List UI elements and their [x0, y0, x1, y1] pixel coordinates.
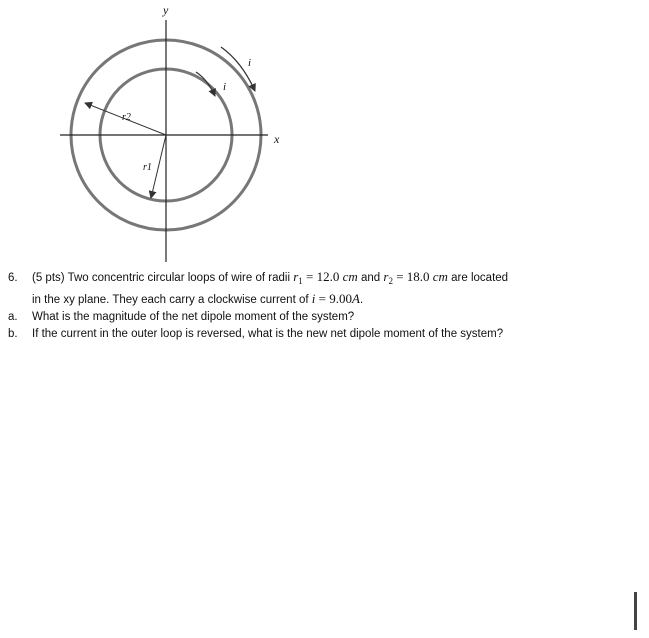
outer-current-label: i: [248, 57, 252, 69]
problem-intro: (5 pts) Two concentric circular loops of wire of radii: [32, 272, 290, 284]
problem-6: [8, 268, 608, 343]
text-cursor: [634, 592, 637, 630]
x-axis-label: x: [274, 132, 280, 146]
part-a: [8, 309, 608, 326]
problem-line-1: [8, 268, 608, 290]
r2-expression: $r_2 = 18.0$ cm: [383, 269, 448, 286]
outer-current-arrow: [221, 47, 255, 91]
problem-number: 6.: [8, 272, 18, 284]
located-text: are located: [451, 272, 509, 284]
r1-expression: $r_1 = 12.0$ cm: [293, 269, 358, 286]
loops-diagram: [0, 0, 649, 270]
inner-current-label: i: [223, 81, 227, 93]
part-b-text: If the current in the outer loop is reversed, what is the new net dipole moment of the system?: [32, 328, 504, 340]
y-axis-label: y: [163, 3, 169, 17]
part-a-text: What is the magnitude of the net dipole moment of the system?: [32, 311, 355, 323]
r1-label: r1: [143, 162, 152, 173]
part-b: [8, 326, 608, 343]
r2-label: r2: [122, 112, 131, 123]
part-b-letter: b.: [8, 328, 18, 340]
and-text: and: [360, 272, 381, 284]
problem-line-2: in the xy plane. They each carry a clockwise current of i = 9.00A.: [32, 291, 364, 306]
r1-radius-line: [151, 135, 166, 198]
part-a-letter: a.: [8, 311, 18, 323]
current-expression: i = 9.00A: [311, 291, 360, 306]
